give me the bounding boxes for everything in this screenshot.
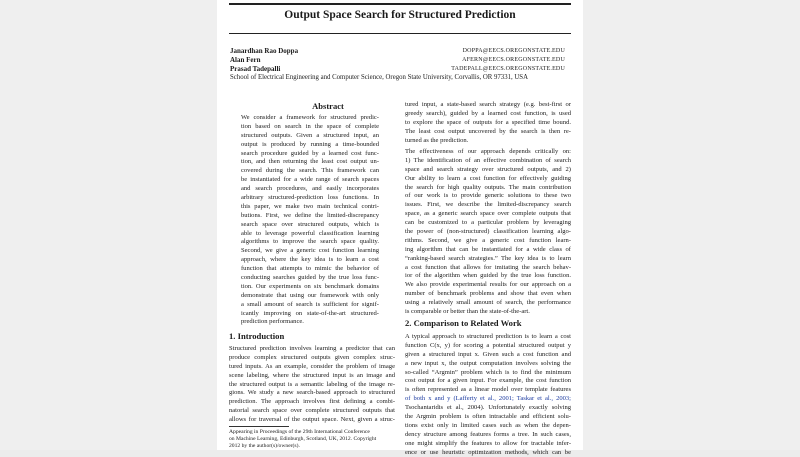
body-line: so-called “Argmin” problem which is to find the minimum: [405, 368, 571, 376]
related-work-heading: 2. Comparison to Related Work: [405, 318, 522, 328]
body-line: tured input, a state-based search strategy (e.g. best-first or: [405, 101, 571, 108]
abstract-heading: Abstract: [312, 101, 344, 111]
abstract-line: this paper, we make two main technical contri-: [241, 202, 379, 210]
abstract-line: demonstrate that using our framework with only: [241, 291, 379, 299]
body-line: Our ability to learn a cost function for effectively guiding: [405, 174, 571, 182]
body-line: We also provide experimental results for our approach on a: [405, 281, 571, 289]
intro-body: [229, 345, 395, 425]
body-line: a cost function that allows for imitating the search behav-: [405, 263, 571, 271]
body-line: The least cost output uncovered by the search is then re-: [405, 127, 571, 135]
right-column-para1: [405, 101, 571, 145]
intro-heading: 1. Introduction: [229, 331, 285, 341]
abstract-line: tion based on search in the space of complete: [241, 122, 379, 130]
right-column-para2: [405, 148, 571, 317]
abstract-line: covered during the search. This framework can: [241, 167, 379, 175]
body-line: can be customized to a particular problem by leveraging: [405, 219, 571, 227]
author-email: DOPPA@EECS.OREGONSTATE.EDU: [462, 48, 565, 54]
body-line: using a relatively small amount of search, the performance: [405, 299, 571, 307]
body-line: the search for high quality outputs. The main contribution: [405, 183, 571, 191]
body-line: given a structured input x. Given such a cost function and: [405, 350, 571, 358]
abstract-line: search procedure guided by a learned cost func-: [241, 149, 379, 157]
abstract-body: [241, 114, 379, 327]
body-line: 1) The identification of an effective combination of search: [405, 156, 571, 164]
paper-title: Output Space Search for Structured Prediction: [284, 9, 516, 21]
intro-line: gions. We study a new search-based approach to structured: [229, 389, 395, 397]
body-line: number of benchmark problems and show that even when: [405, 290, 571, 298]
intro-line: natorial search space over complete structured outputs that: [229, 407, 395, 415]
body-line: issues. First, we describe the limited-discrepancy search: [405, 201, 571, 209]
body-line: a new input x, the output computation involves solving the: [405, 359, 571, 367]
abstract-line: search space over structured outputs, which is: [241, 220, 379, 228]
abstract-line: function that attempts to mimic the behavior of: [241, 265, 379, 273]
body-line: dency structure among features forms a tree. In such cases,: [405, 430, 571, 438]
body-line: is comparable or better than the state-of-the-art.: [405, 308, 530, 316]
body-line: one might simplify the features to allow for tractable infer-: [405, 439, 571, 447]
abstract-line: tion, and then returning the least cost output un-: [241, 158, 379, 166]
author-email: AFERN@EECS.OREGONSTATE.EDU: [462, 57, 565, 63]
body-line: turned as the prediction.: [405, 136, 469, 144]
abstract-line: algorithms to improve the search space quality.: [241, 238, 379, 246]
footnote-line: 2012 by the author(s)/owner(s).: [229, 442, 300, 449]
body-line: greedy search), guided by a learned cost function, is used: [405, 109, 571, 117]
abstract-line: conducting searches guided by the true loss func-: [241, 274, 379, 282]
author-name: Alan Fern: [230, 56, 261, 64]
abstract-line: tion. Our experiments on six benchmark domains: [241, 282, 379, 290]
footnote-rule: [229, 426, 289, 427]
body-line: A typical approach to structured prediction is to learn a cost: [405, 333, 571, 340]
related-work-body: [405, 333, 571, 457]
author-name: Prasad Tadepalli: [230, 65, 281, 73]
abstract-line: icantly improving on state-of-the-art structured-: [241, 309, 379, 317]
footnote: [229, 429, 397, 450]
paper-page: [217, 0, 583, 456]
intro-line: scene labeling, where the structured input is an image and: [229, 371, 395, 379]
right-margin: [583, 0, 800, 450]
abstract-line: Second, we give a generic cost function learning: [241, 247, 379, 255]
abstract-line: output is produced by running a time-bounded: [241, 140, 379, 148]
title-bottom-rule: [229, 33, 571, 34]
body-line: ing algorithm that can be instantiated for a wide class of: [405, 245, 571, 253]
intro-line: Structured prediction involves learning a predictor that can: [229, 345, 395, 352]
body-line: function C(x, y) for scoring a potential structured output y: [405, 341, 571, 349]
body-line: to explore the space of outputs for a specified time bound.: [405, 118, 571, 126]
affiliation: School of Electrical Engineering and Computer Science, Oregon State University, Corvallis, OR 97331, USA: [230, 74, 528, 81]
abstract-line: and search procedures, and easily incorporates: [241, 185, 379, 193]
body-line: Tsochantaridis et al., 2004). Unfortunately exactly solving: [405, 404, 571, 412]
abstract-line: arbitrary structured-prediction loss functions. In: [241, 194, 379, 202]
body-line: The effectiveness of our approach depends critically on:: [405, 148, 571, 155]
intro-line: the structured output is a semantic labeling of the image re-: [229, 380, 395, 388]
body-line: ence or use heuristic optimization methods, which can be: [405, 448, 571, 456]
intro-line: tured inputs. As an example, consider the problem of image: [229, 362, 395, 370]
abstract-line: structured outputs. Given a structured input, an: [241, 131, 379, 139]
left-margin: [0, 0, 217, 450]
body-line: the Argmin problem is often intractable and efficient solu-: [405, 413, 571, 421]
intro-line: prediction. The approach involves first defining a combi-: [229, 398, 395, 406]
body-line: space, as a generic search space over complete outputs that: [405, 210, 571, 218]
body-line: ior of the algorithm when guided by the true loss function.: [405, 272, 571, 280]
body-line: of our work is to provide generic solutions to these two: [405, 192, 571, 200]
footnote-line: Appearing in Proceedings of the 29th International Conference: [229, 429, 370, 435]
author-email: TADEPALL@EECS.OREGONSTATE.EDU: [451, 66, 565, 72]
body-line: the power of (non-structured) classification learning algo-: [405, 228, 571, 236]
abstract-line: We consider a framework for structured predic-: [241, 114, 379, 121]
intro-line: allows for traversal of the output space. Next, given a struc-: [229, 416, 395, 424]
author-name: Janardhan Rao Doppa: [230, 47, 299, 55]
abstract-line: be instantiated for a wide range of search spaces: [241, 176, 379, 184]
footnote-line: on Machine Learning, Edinburgh, Scotland, UK, 2012. Copyright: [229, 435, 377, 442]
body-line: tions exist only in limited cases such as when the depen-: [405, 421, 571, 429]
body-line: is often represented as a linear model over template features: [405, 386, 571, 394]
body-line: space and search strategy over structured outputs, and 2): [405, 165, 571, 173]
abstract-line: approach, where the key idea is to learn a cost: [241, 256, 379, 264]
abstract-line: a small amount of search is sufficient for signif-: [241, 300, 379, 308]
body-line: cost output for a given input. For example, the cost function: [405, 377, 571, 385]
title-top-rule: [229, 3, 571, 5]
citation-line[interactable]: of both x and y (Lafferty et al., 2001; Taskar et al., 2003;: [405, 395, 571, 403]
body-line: “ranking-based search strategies.” The key idea is to learn: [405, 254, 571, 262]
intro-line: produce complex structured outputs given complex struc-: [229, 353, 395, 361]
abstract-line: butions. First, we define the limited-discrepancy: [241, 211, 379, 219]
abstract-line: able to leverage powerful classification learning: [241, 229, 379, 237]
body-line: rithms. Second, we give a generic cost function learn-: [405, 236, 571, 244]
abstract-line: prediction performance.: [241, 318, 304, 326]
